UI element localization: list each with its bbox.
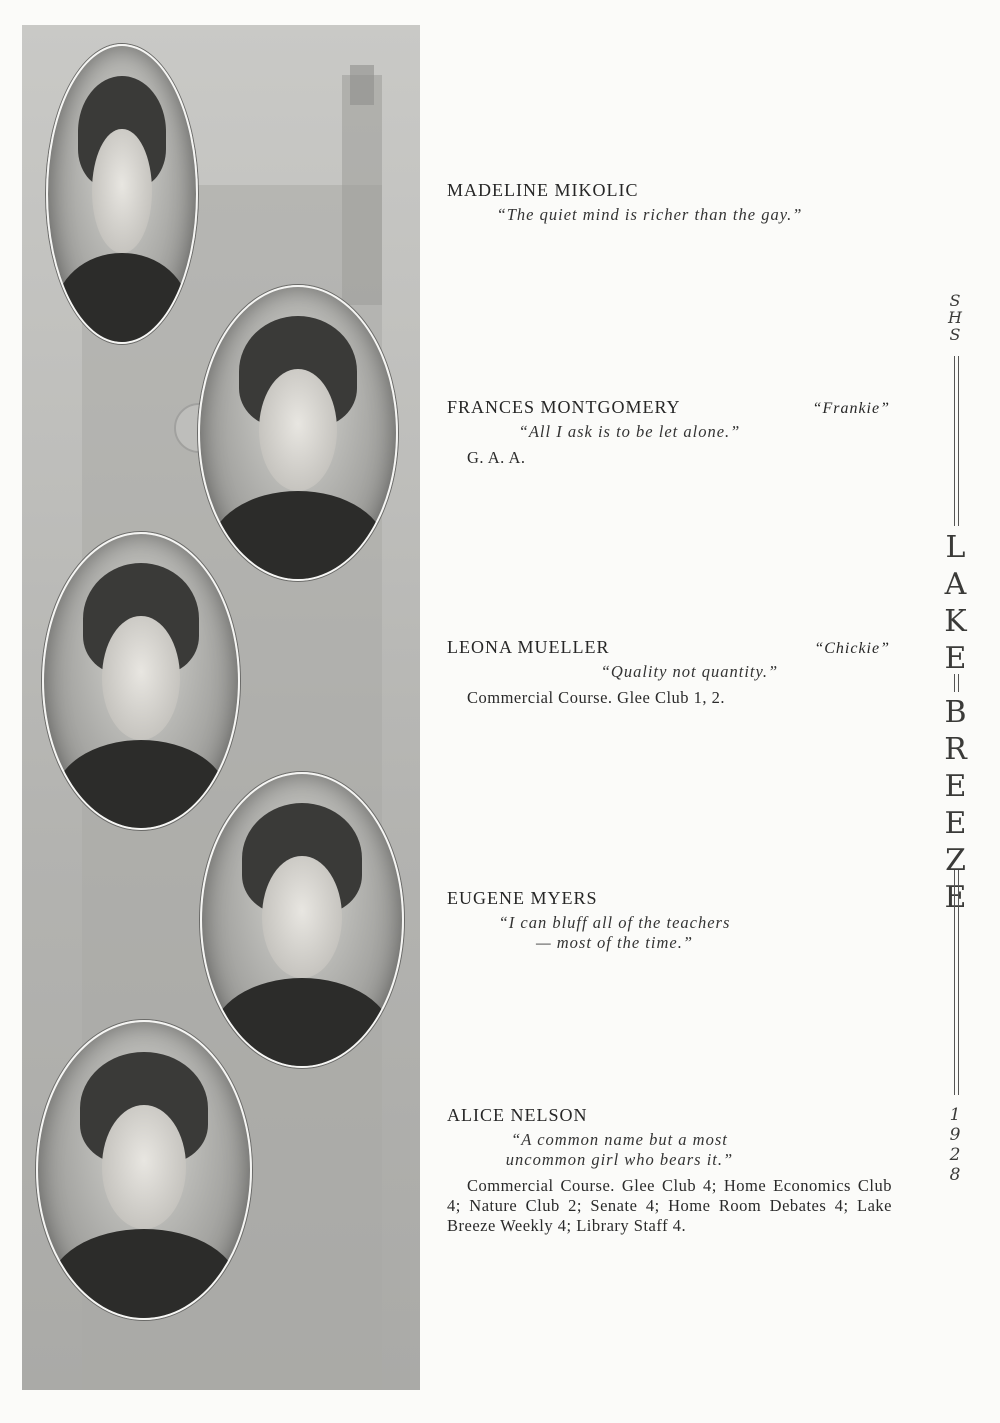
quote-line: “The quiet mind is richer than the gay.” xyxy=(496,205,803,224)
spine-word-text: BREEZE xyxy=(938,695,973,917)
quote xyxy=(447,913,892,953)
spine-mark-text: SHS xyxy=(945,290,965,342)
quote xyxy=(447,662,892,682)
spine-divider xyxy=(954,356,959,526)
name-text: MADELINE MIKOLIC xyxy=(447,180,639,200)
spine-divider xyxy=(954,674,959,692)
student-name xyxy=(447,397,892,418)
portrait-frances-montgomery xyxy=(198,285,398,581)
portrait-eugene-myers xyxy=(200,772,404,1068)
student-name xyxy=(447,1105,892,1126)
quote-line: uncommon girl who bears it.” xyxy=(505,1150,734,1169)
activities: Commercial Course. Glee Club 1, 2. xyxy=(467,688,726,707)
tower-background xyxy=(342,75,382,305)
portrait-panel xyxy=(22,25,420,1390)
name-text: LEONA MUELLER xyxy=(447,637,610,657)
spine-top-mark xyxy=(930,290,980,342)
quote xyxy=(447,205,892,225)
activities: Commercial Course. Glee Club 4; Home Economics Club 4; Nature Club 2; Senate 4; Home Room Debates 4; Lake Breeze Weekly 4; Library Staff 4. xyxy=(447,1176,892,1235)
quote-line: “Quality not quantity.” xyxy=(600,662,779,681)
entry-alice-nelson xyxy=(447,1105,892,1236)
spine-word-breeze xyxy=(930,695,980,917)
name-text: FRANCES MONTGOMERY xyxy=(447,397,681,417)
name-text: EUGENE MYERS xyxy=(447,888,598,908)
student-name xyxy=(447,888,892,909)
spire-background xyxy=(350,65,374,105)
spine-word-lake xyxy=(930,530,980,678)
yearbook-spine xyxy=(930,290,980,1190)
entry-frances-montgomery xyxy=(447,397,892,468)
portrait-madeline-mikolic xyxy=(46,44,198,344)
name-text: ALICE NELSON xyxy=(447,1105,588,1125)
quote-line: “I can bluff all of the teachers xyxy=(498,913,731,932)
portrait-alice-nelson xyxy=(36,1020,252,1320)
nickname: “Frankie” xyxy=(812,400,890,417)
spine-year-text: 1928 xyxy=(945,1105,965,1185)
activities: G. A. A. xyxy=(467,448,526,467)
entry-eugene-myers xyxy=(447,888,892,953)
quote-line: — most of the time.” xyxy=(535,933,694,952)
student-name xyxy=(447,180,892,201)
quote xyxy=(447,422,892,442)
quote-line: “A common name but a most xyxy=(511,1130,728,1149)
entry-madeline-mikolic xyxy=(447,180,892,225)
spine-divider xyxy=(954,870,959,1095)
portrait-leona-mueller xyxy=(42,532,240,830)
entry-leona-mueller xyxy=(447,637,892,708)
spine-word-text: LAKE xyxy=(938,530,973,678)
student-name xyxy=(447,637,892,658)
spine-year xyxy=(930,1105,980,1185)
quote xyxy=(447,1130,892,1170)
nickname: “Chickie” xyxy=(814,640,890,657)
quote-line: “All I ask is to be let alone.” xyxy=(518,422,741,441)
